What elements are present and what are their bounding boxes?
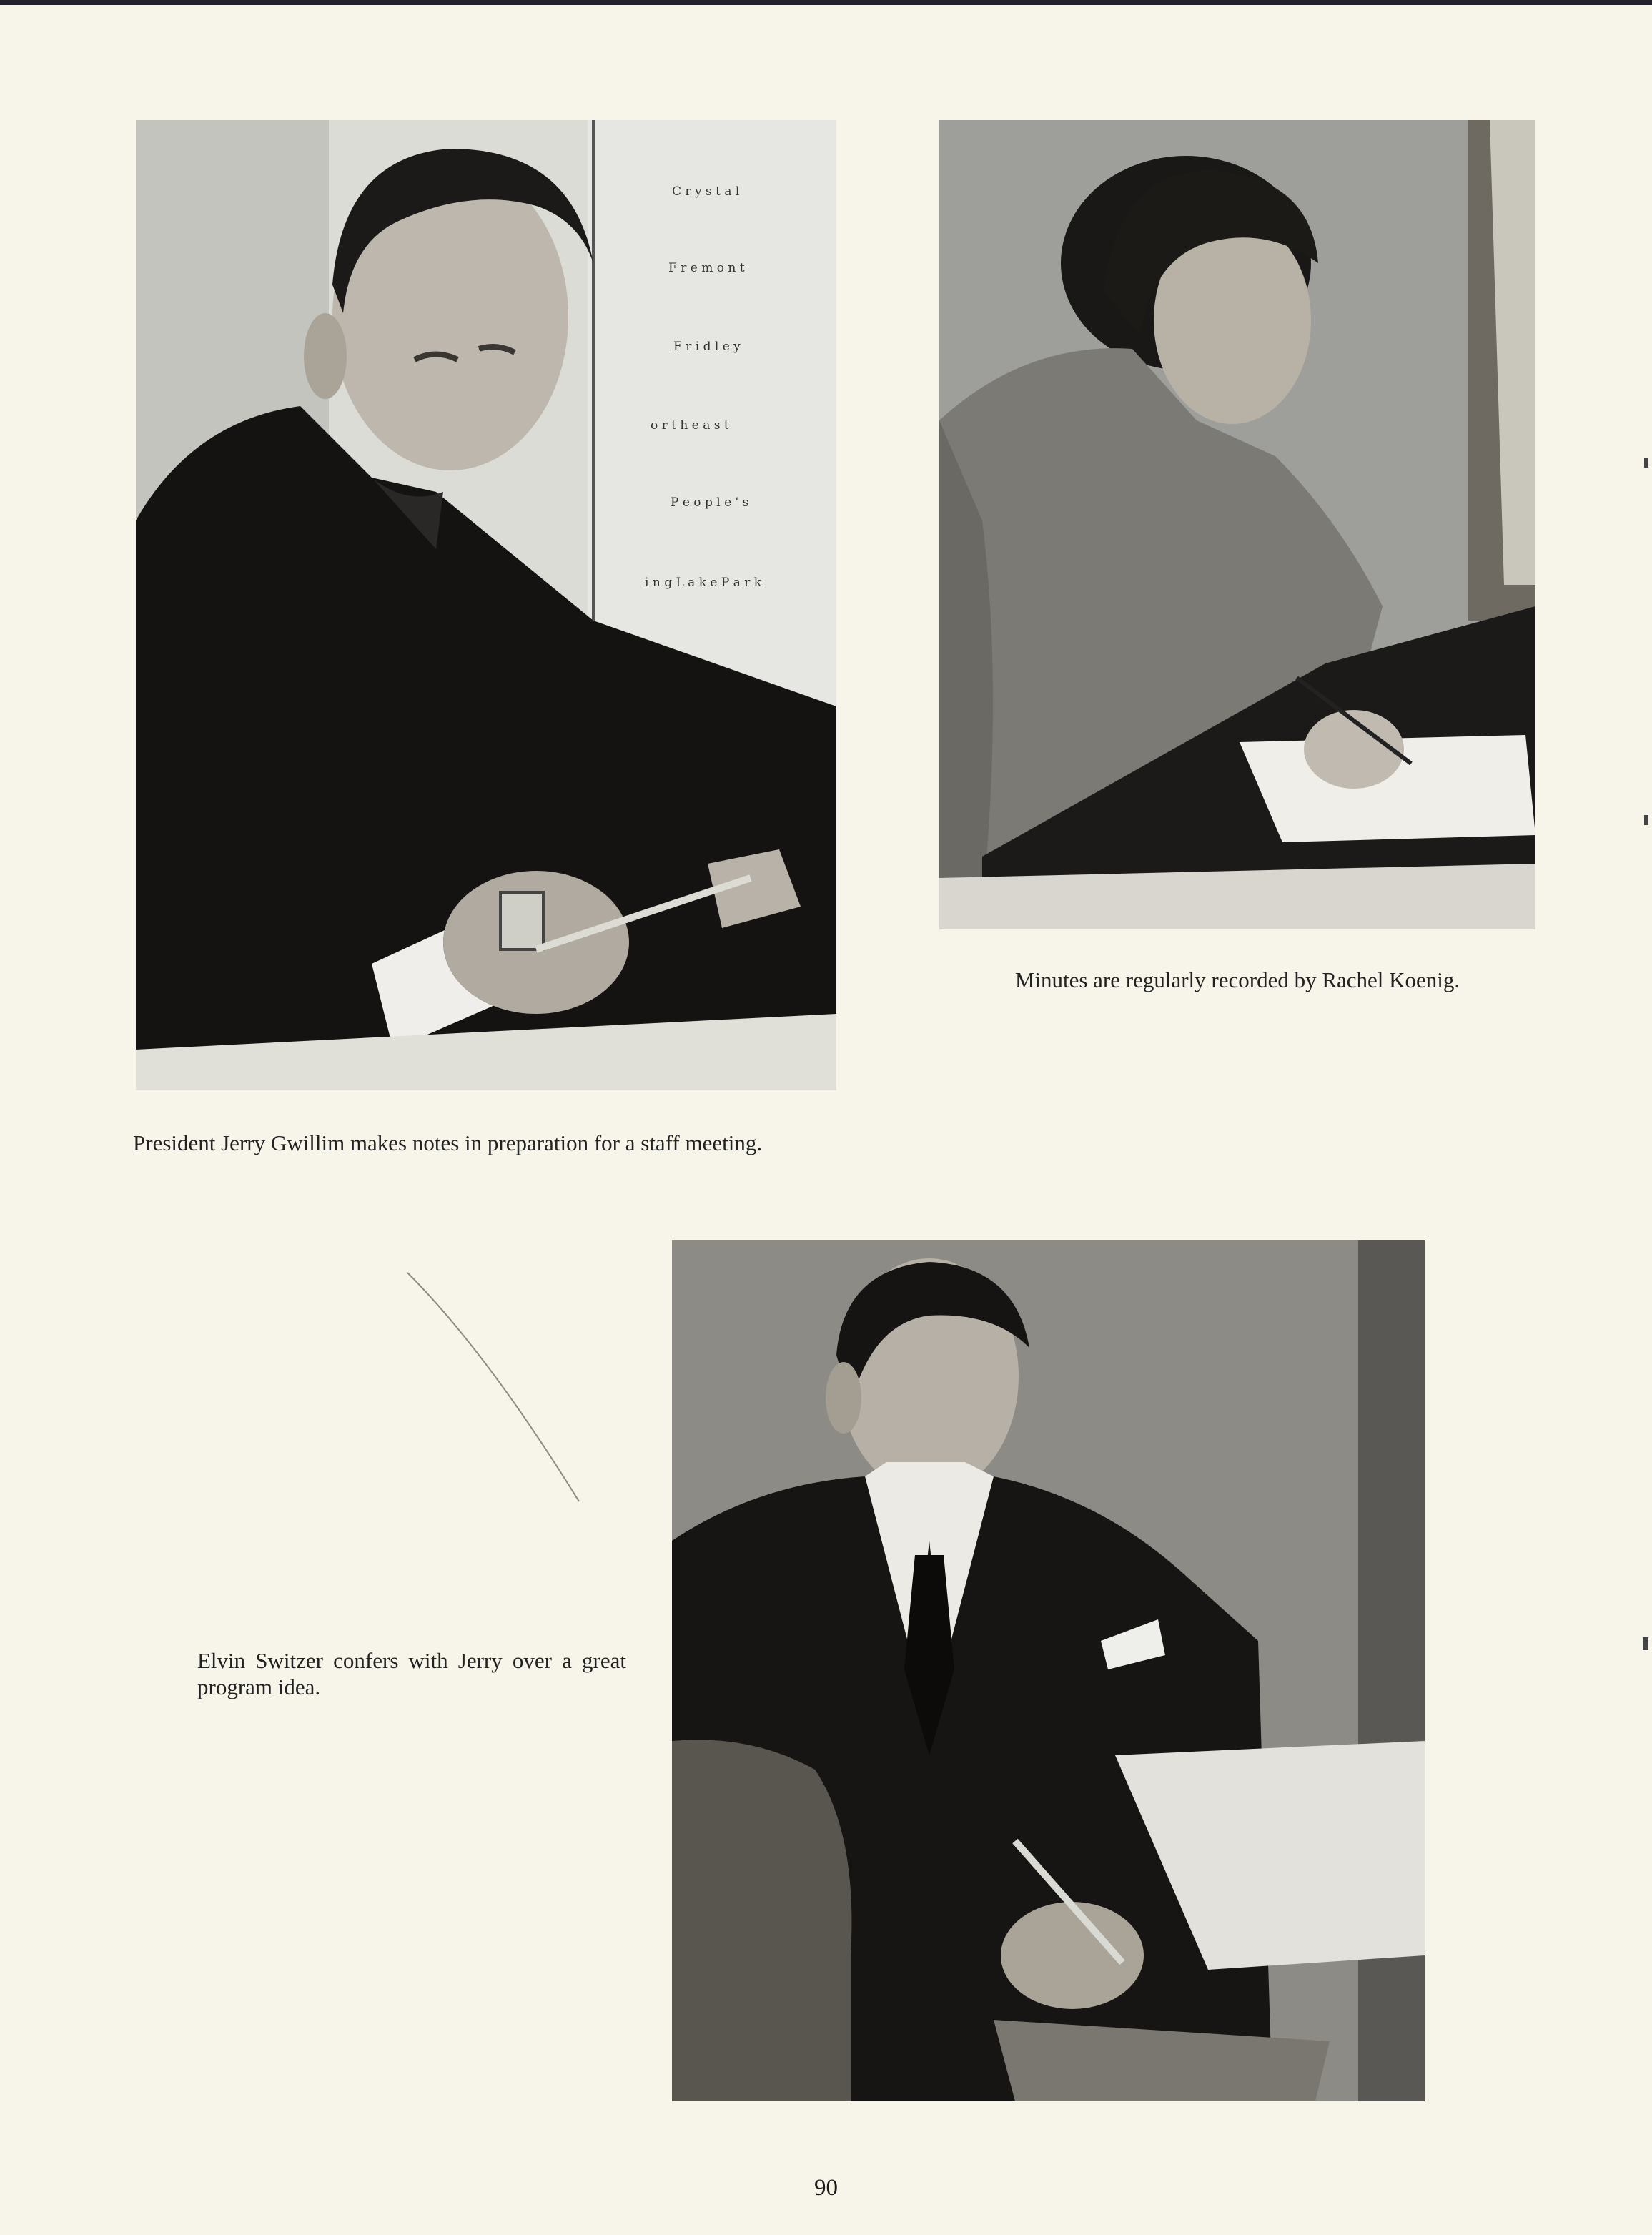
paper-scratch-mark (400, 1265, 586, 1509)
photo-president (136, 120, 836, 1090)
binding-mark (1644, 815, 1648, 825)
binding-mark (1643, 1637, 1648, 1650)
wall-chart-label: i n g L a k e P a r k (645, 576, 762, 590)
caption-advisor: Elvin Switzer confers with Jerry over a great program idea. (197, 1648, 626, 1700)
page-edge (0, 0, 1652, 5)
photo-advisor (672, 1240, 1425, 2101)
photo-secretary (939, 120, 1535, 929)
page-number: 90 (814, 2175, 838, 2201)
binding-mark (1644, 458, 1648, 468)
wall-chart-label: F r i d l e y (673, 340, 741, 354)
wall-chart-label: F r e m o n t (668, 261, 745, 275)
wall-chart-label: C r y s t a l (672, 184, 740, 199)
wall-chart-label: o r t h e a s t (651, 418, 729, 433)
caption-secretary: Minutes are regularly recorded by Rachel Koenig. (1014, 967, 1460, 992)
caption-president: President Jerry Gwillim makes notes in preparation for a staff meeting. (133, 1130, 763, 1155)
wall-chart-label: P e o p l e ' s (671, 495, 749, 510)
